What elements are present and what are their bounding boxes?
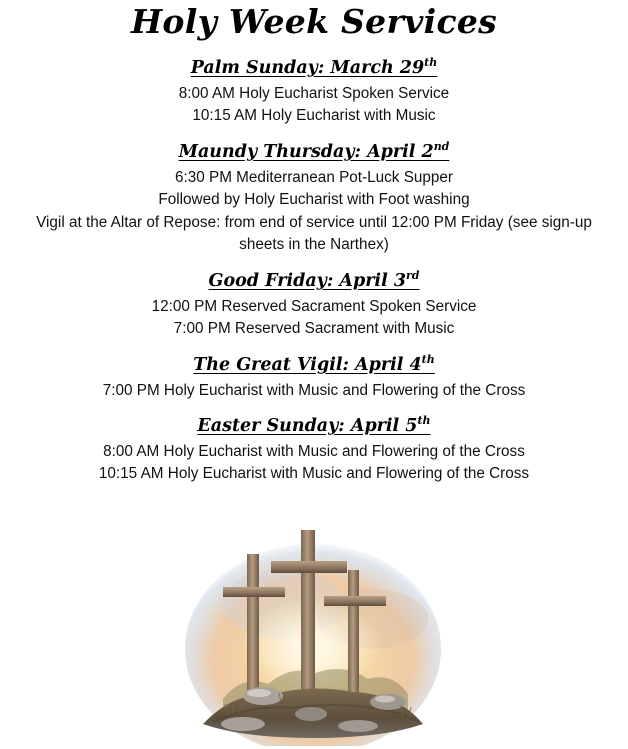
service-line: Vigil at the Altar of Repose: from end of service until 12:00 PM Friday (see sign-up — [36, 213, 592, 231]
service-line: 8:00 AM Holy Eucharist Spoken Service — [178, 85, 450, 102]
service-line: 6:30 PM Mediterranean Pot-Luck Supper — [174, 169, 454, 186]
service-line: Followed by Holy Eucharist with Foot washing — [158, 191, 470, 209]
page-title: Holy Week Services — [130, 2, 498, 41]
service-line: 12:00 PM Reserved Sacrament Spoken Service — [151, 298, 477, 315]
service-line: 10:15 AM Holy Eucharist with Music and Flowering of the Cross — [98, 465, 530, 483]
section-heading: Easter Sunday: April 5th — [197, 414, 431, 436]
section-heading: Palm Sunday: March 29th — [190, 56, 438, 78]
section-good-friday — [0, 270, 628, 341]
section-great-vigil — [0, 354, 628, 402]
section-palm-sunday — [0, 57, 628, 128]
service-line: sheets in the Narthex) — [239, 236, 389, 254]
three-crosses-illustration — [183, 524, 443, 746]
section-easter-sunday — [0, 415, 628, 486]
section-maundy-thursday — [0, 141, 628, 257]
service-line: 8:00 AM Holy Eucharist with Music and Flowering of the Cross — [103, 443, 525, 460]
section-heading: Maundy Thursday: April 2nd — [178, 140, 450, 162]
service-line: 10:15 AM Holy Eucharist with Music — [192, 107, 436, 125]
section-heading: The Great Vigil: April 4th — [193, 353, 435, 375]
section-heading: Good Friday: April 3rd — [208, 269, 420, 291]
service-line: 7:00 PM Reserved Sacrament with Music — [173, 320, 455, 338]
service-line: 7:00 PM Holy Eucharist with Music and Flowering of the Cross — [102, 382, 526, 399]
